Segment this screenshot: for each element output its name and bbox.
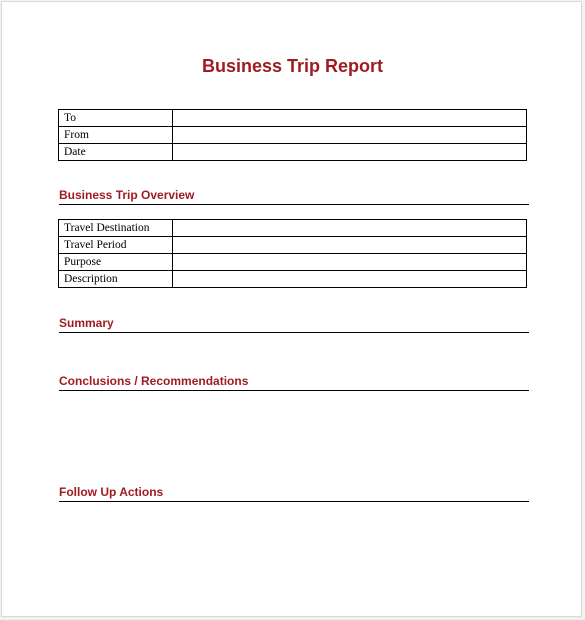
section-heading-summary: Summary — [59, 316, 529, 333]
field-label-to: To — [59, 110, 173, 127]
field-value-purpose[interactable] — [173, 254, 527, 271]
field-value-from[interactable] — [173, 127, 527, 144]
document-title: Business Trip Report — [201, 56, 384, 76]
field-label-description: Description — [59, 271, 173, 288]
table-row — [59, 254, 527, 271]
field-value-travel-destination[interactable] — [173, 220, 527, 237]
field-value-travel-period[interactable] — [173, 237, 527, 254]
header-fields-table — [58, 109, 527, 161]
field-label-purpose: Purpose — [59, 254, 173, 271]
field-value-to[interactable] — [173, 110, 527, 127]
table-row — [59, 110, 527, 127]
field-value-description[interactable] — [173, 271, 527, 288]
section-heading-follow-up: Follow Up Actions — [59, 485, 529, 502]
document-page — [1, 1, 582, 617]
field-label-travel-period: Travel Period — [59, 237, 173, 254]
field-value-date[interactable] — [173, 144, 527, 161]
table-row — [59, 144, 527, 161]
section-heading-conclusions: Conclusions / Recommendations — [59, 374, 529, 391]
field-label-from: From — [59, 127, 173, 144]
table-row — [59, 271, 527, 288]
table-row — [59, 237, 527, 254]
table-row — [59, 127, 527, 144]
field-label-date: Date — [59, 144, 173, 161]
section-heading-overview: Business Trip Overview — [59, 188, 529, 205]
field-label-travel-destination: Travel Destination — [59, 220, 173, 237]
overview-fields-table — [58, 219, 527, 288]
table-row — [59, 220, 527, 237]
